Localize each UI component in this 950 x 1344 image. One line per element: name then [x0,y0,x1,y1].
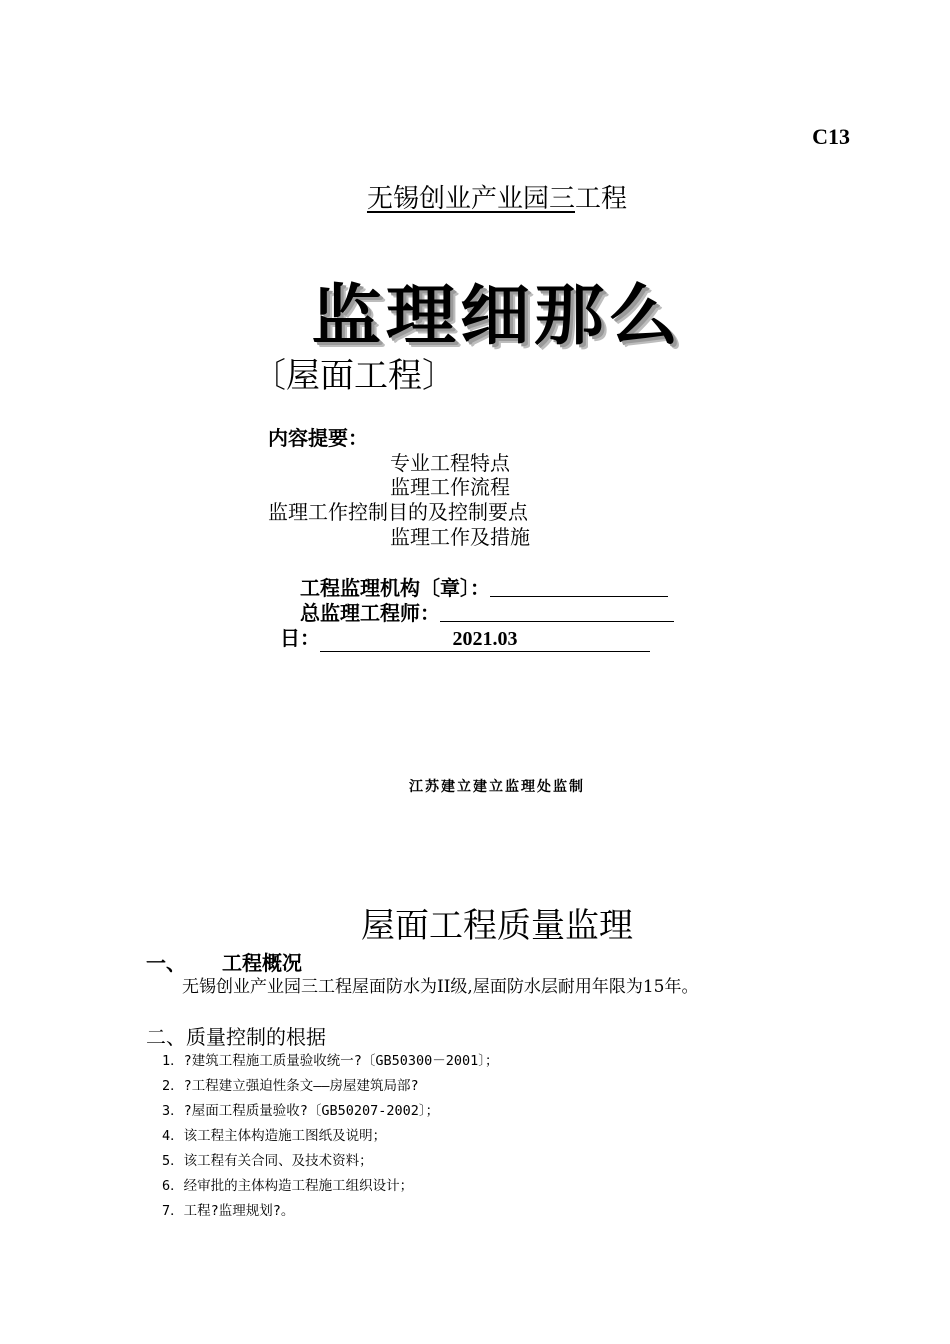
project-name-suffix: 工程 [575,184,628,214]
basis-item: 3．?屋面工程质量验收?〔GB50207-2002〕； [162,1103,440,1119]
subtitle: 〔屋面工程〕 [252,356,456,396]
overview-text: 无锡创业产业园三工程屋面防水为II级,屋面防水层耐用年限为15年。 [182,977,699,997]
toc-item: 监理工作流程 [390,475,510,499]
date-line [280,622,650,652]
basis-item: 1．?建筑工程施工质量验收统一?〔GB50300－2001〕； [162,1053,499,1069]
overview-heading-number: 一、 [146,951,186,975]
toc-item: 监理工作控制目的及控制要点 [268,500,528,524]
document-code: C13 [812,124,850,149]
main-title: 监理细那么 [311,277,683,354]
issuer: 江苏建立建立监理处监制 [409,779,585,795]
basis-item: 5．该工程有关合同、及技术资料； [162,1153,373,1169]
section-title: 屋面工程质量监理 [361,906,633,946]
project-name [0,178,950,215]
org-label: 工程监理机构〔章〕： [300,576,490,600]
toc-item: 监理工作及措施 [390,525,530,549]
overview-heading-text: 工程概况 [222,951,302,975]
chief-label: 总监理工程师： [300,601,440,625]
basis-heading: 二、质量控制的根据 [146,1025,326,1049]
basis-item: 7．工程?监理规划?。 [162,1203,295,1219]
date-label: 日： [280,626,320,650]
basis-item: 4．该工程主体构造施工图纸及说明； [162,1128,387,1144]
project-name-underlined: 无锡创业产业园三 [366,184,575,214]
org-blank [490,576,668,597]
toc-heading: 内容提要： [268,426,368,450]
chief-blank [440,601,674,622]
toc-item: 专业工程特点 [390,451,510,475]
basis-item: 6．经审批的主体构造工程施工组织设计； [162,1178,414,1194]
basis-item: 2．?工程建立强迫性条文——房屋建筑局部? [162,1078,419,1094]
date-value: 2021.03 [320,628,650,652]
